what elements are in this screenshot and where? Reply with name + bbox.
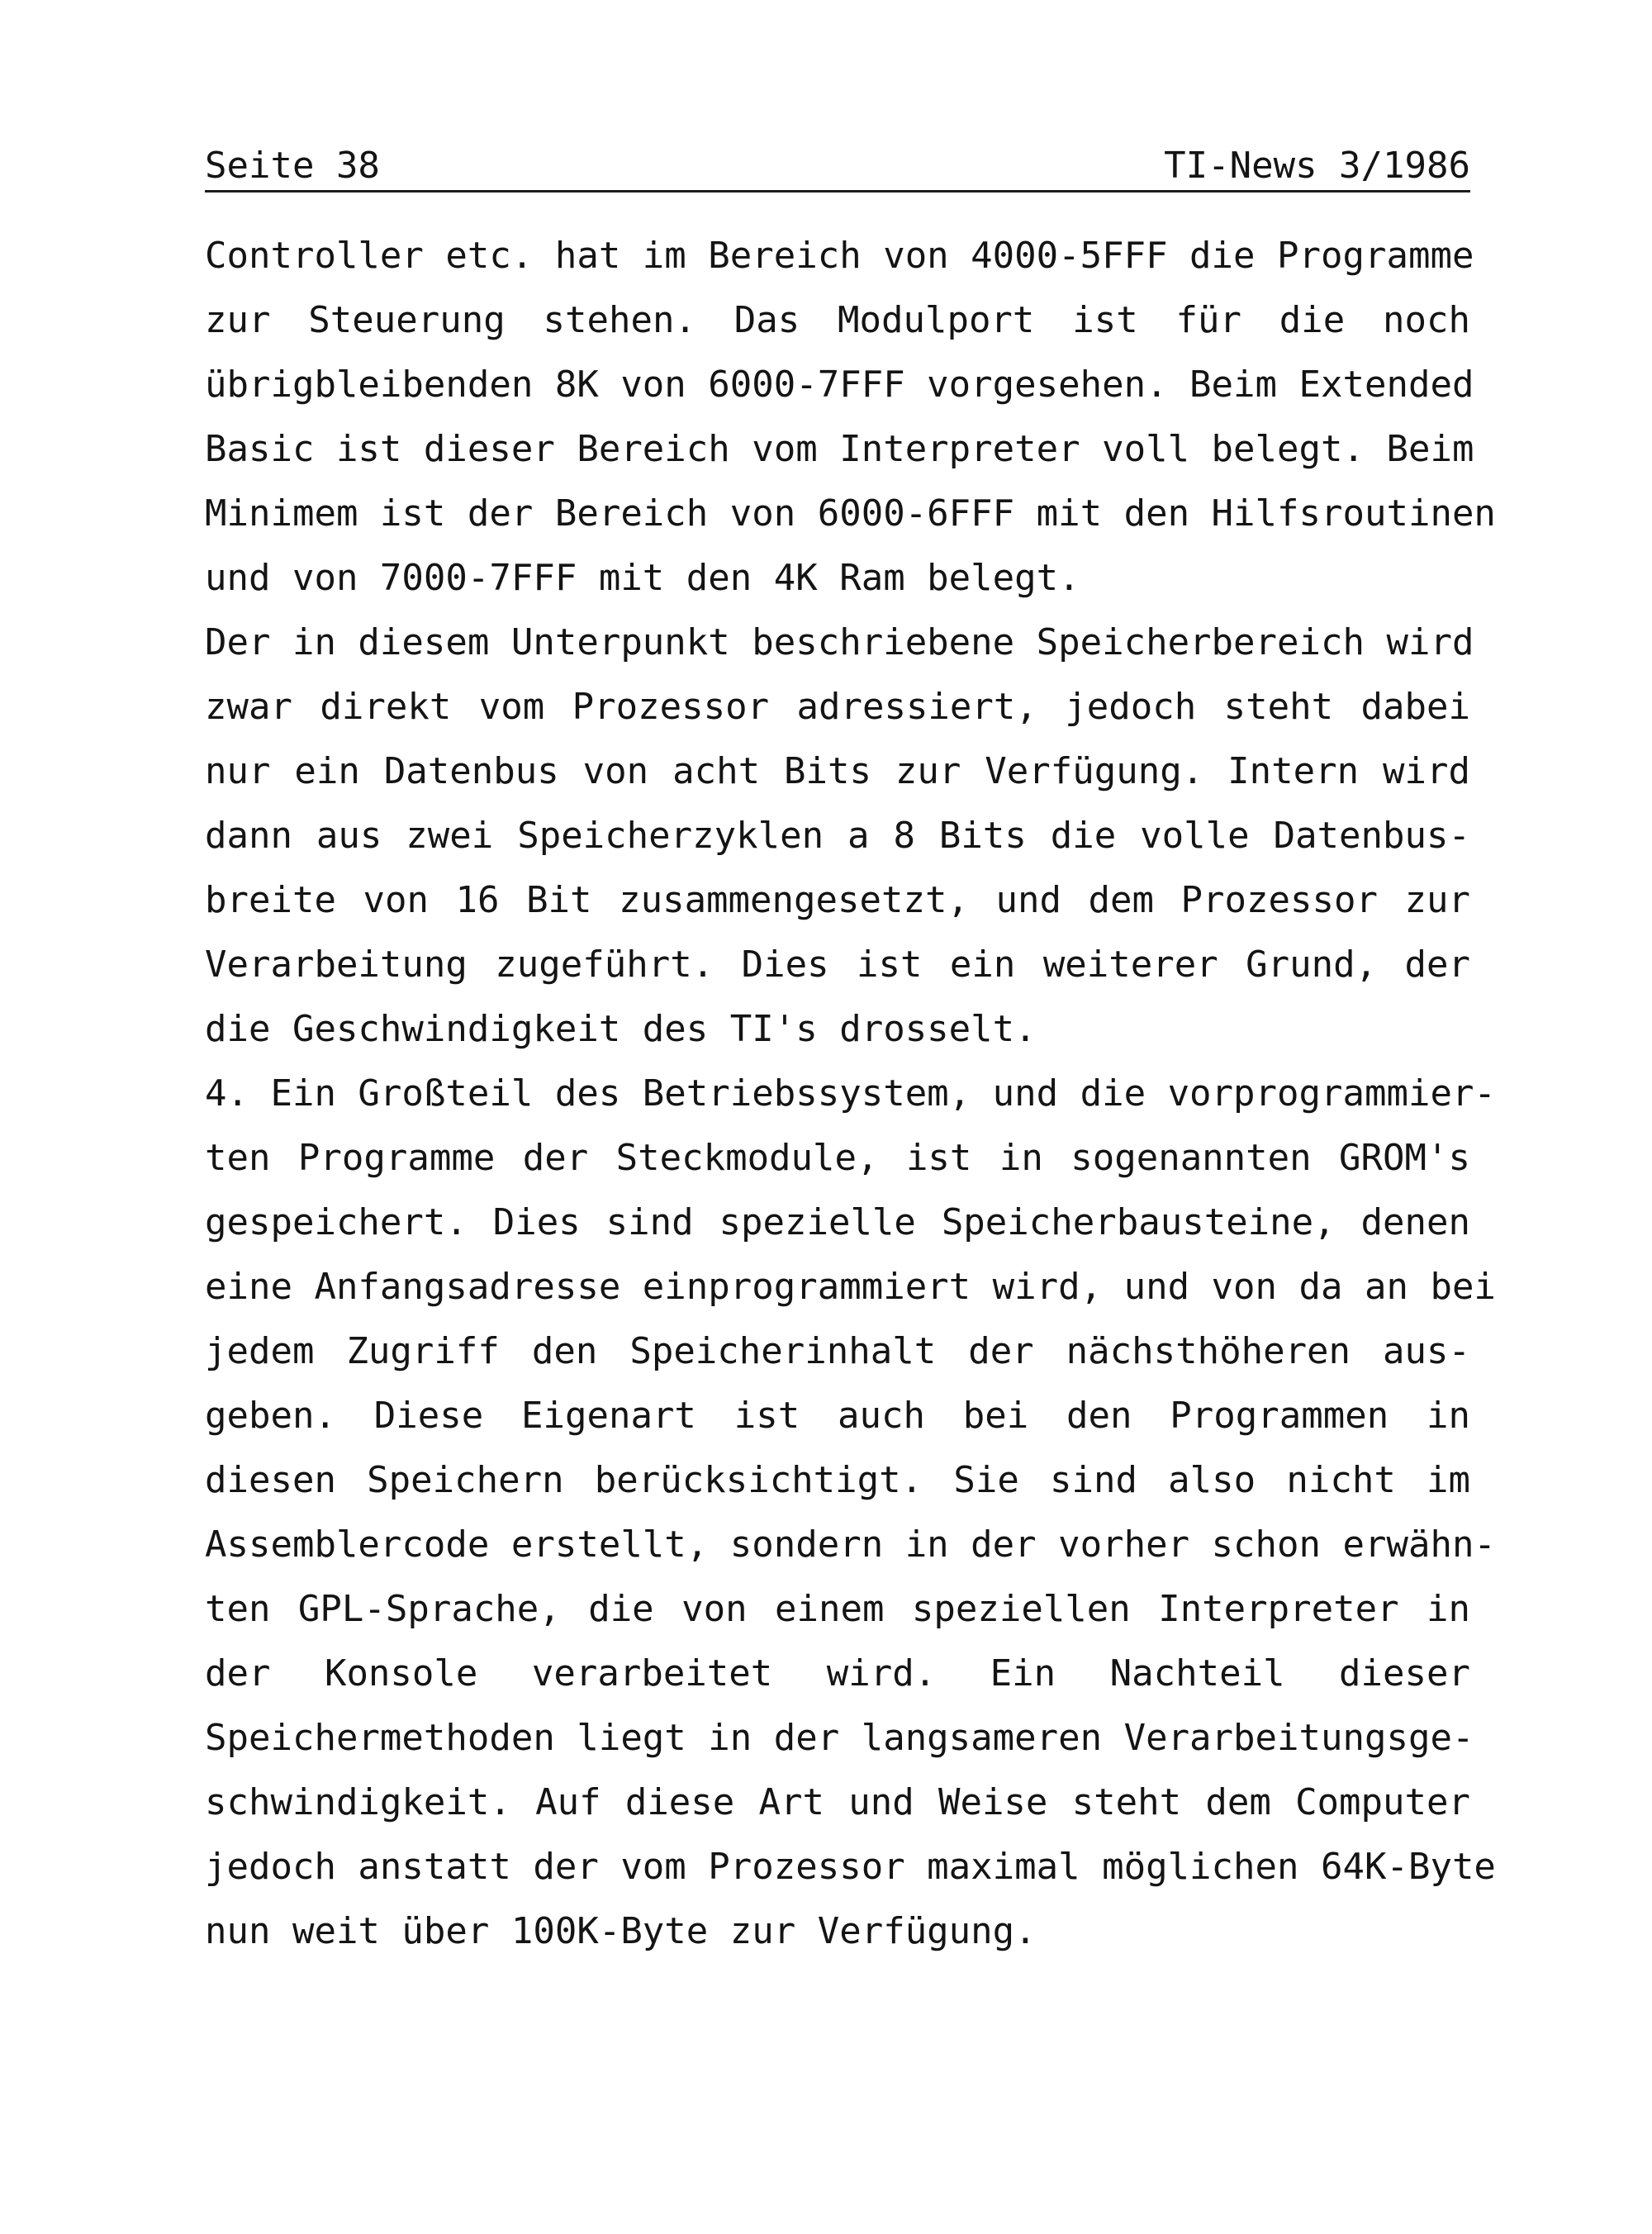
text-line: eine Anfangsadresse einprogrammiert wird, und von da an bei [205, 1266, 1496, 1308]
header-rule [205, 190, 1470, 193]
text-line: Basic ist dieser Bereich vom Interpreter voll belegt. Beim [205, 428, 1474, 470]
page-number: Seite 38 [205, 145, 380, 187]
text-line: jedoch anstatt der vom Prozessor maximal möglichen 64K-Byte [205, 1846, 1496, 1888]
text-line: schwindigkeit. Auf diese Art und Weise steht dem Computer [205, 1781, 1470, 1823]
text-line: breite von 16 Bit zusammengesetzt, und dem Prozessor zur [205, 879, 1470, 921]
text-line: jedem Zugriff den Speicherinhalt der nächsthöheren aus- [205, 1330, 1470, 1372]
text-line: Controller etc. hat im Bereich von 4000-5FFF die Programme [205, 235, 1474, 277]
text-line: Der in diesem Unterpunkt beschriebene Speicherbereich wird [205, 621, 1474, 663]
text-line: Minimem ist der Bereich von 6000-6FFF mit den Hilfsroutinen [205, 492, 1496, 535]
text-line: gespeichert. Dies sind spezielle Speicherbausteine, denen [205, 1201, 1470, 1243]
text-line: dann aus zwei Speicherzyklen a 8 Bits die volle Datenbus- [205, 815, 1470, 857]
text-line: 4. Ein Großteil des Betriebssystem, und die vorprogrammier- [205, 1072, 1496, 1115]
text-line: nur ein Datenbus von acht Bits zur Verfügung. Intern wird [205, 750, 1470, 792]
text-line: ten Programme der Steckmodule, ist in sogenannten GROM's [205, 1137, 1470, 1179]
text-line: ten GPL-Sprache, die von einem speziellen Interpreter in [205, 1588, 1470, 1630]
text-line: und von 7000-7FFF mit den 4K Ram belegt. [205, 557, 1080, 599]
article-body [205, 224, 1496, 1964]
page-header [205, 140, 1470, 192]
text-line: Speichermethoden liegt in der langsameren Verarbeitungsge- [205, 1717, 1474, 1759]
text-line: geben. Diese Eigenart ist auch bei den Programmen in [205, 1395, 1470, 1437]
text-line: der Konsole verarbeitet wird. Ein Nachteil dieser [205, 1652, 1470, 1695]
text-line: übrigbleibenden 8K von 6000-7FFF vorgesehen. Beim Extended [205, 364, 1474, 406]
text-line: Assemblercode erstellt, sondern in der vorher schon erwähn- [205, 1523, 1496, 1566]
text-line: zur Steuerung stehen. Das Modulport ist für die noch [205, 299, 1470, 341]
text-line: Verarbeitung zugeführt. Dies ist ein weiterer Grund, der [205, 944, 1470, 986]
text-line: die Geschwindigkeit des TI's drosselt. [205, 1008, 1037, 1050]
text-line: zwar direkt vom Prozessor adressiert, jedoch steht dabei [205, 686, 1470, 728]
publication-issue: TI-News 3/1986 [1164, 145, 1470, 187]
text-line: nun weit über 100K-Byte zur Verfügung. [205, 1910, 1037, 1952]
text-line: diesen Speichern berücksichtigt. Sie sind also nicht im [205, 1459, 1470, 1501]
